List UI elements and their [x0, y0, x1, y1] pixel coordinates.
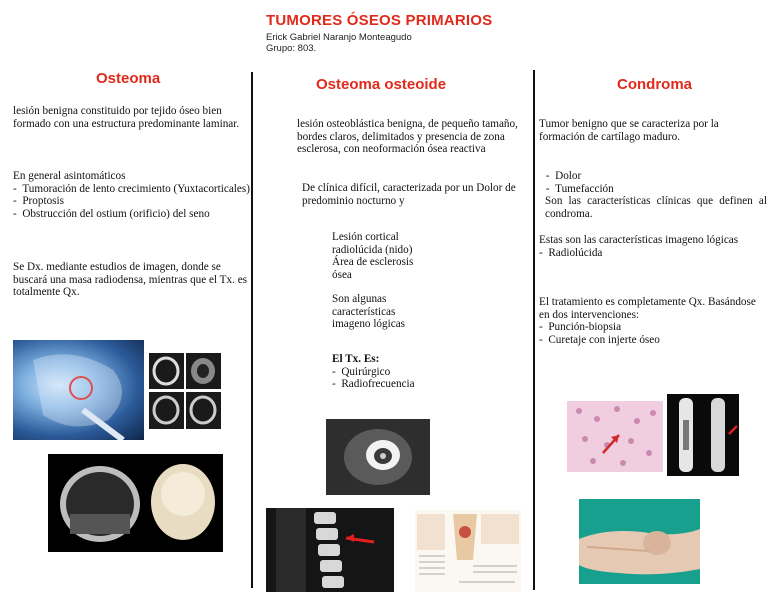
page-title: TUMORES ÓSEOS PRIMARIOS	[266, 12, 493, 29]
lesion-line: ósea	[332, 268, 352, 281]
lesion-line: Área de esclerosis	[332, 256, 414, 268]
list-item-text: Punción-biopsia	[548, 321, 622, 333]
list-item: - Proptosis	[13, 195, 64, 207]
osteoma-osteoide-treatment	[332, 353, 512, 391]
list-item-text: Radiofrecuencia	[341, 378, 415, 390]
column-divider-left	[251, 72, 253, 588]
condroma-treatment	[539, 296, 765, 346]
group-label: Grupo: 803.	[266, 43, 317, 54]
skull-ct-3d-image	[48, 454, 223, 552]
imaging-line: características	[332, 305, 396, 318]
list-item: - Curetaje con injerte óseo	[539, 333, 660, 346]
lesion-line: Lesión cortical	[332, 231, 399, 243]
list-item: - Tumefacción	[543, 182, 614, 195]
list-item: - Radiofrecuencia	[332, 378, 415, 390]
list-item: - Radiolúcida	[539, 246, 603, 259]
osteoma-osteoide-lesion	[332, 231, 512, 281]
osteoma-diagnosis: Se Dx. mediante estudios de imagen, donde se buscará una masa radiodensa, mientras que el Tx. es totalmente Qx.	[13, 261, 248, 298]
list-item-text: Proptosis	[22, 195, 64, 207]
list-item-text: Dolor	[555, 170, 582, 182]
list-item-text: Radiolúcida	[548, 246, 603, 259]
ct-scan-grid-image	[149, 353, 221, 429]
list-item-text: Quirúrgico	[341, 365, 391, 378]
imaging-line: Son algunas	[332, 293, 387, 305]
osteoma-heading: Osteoma	[96, 70, 161, 87]
osteoma-osteoide-imaging	[332, 293, 512, 331]
osteoma-osteoide-clinic: De clínica difícil, caracterizada por un Dolor de predominio nocturno y	[302, 182, 516, 207]
lesion-line: radiolúcida (nido)	[332, 243, 413, 256]
osteoma-osteoide-heading: Osteoma osteoide	[316, 76, 447, 93]
osteoma-osteoide-definition: lesión osteoblástica benigna, de pequeño tamaño, bordes claros, delimitados y presencia de zona esclerosa, con neoformación ósea reactiva	[297, 118, 518, 155]
condroma-heading: Condroma	[617, 76, 692, 93]
list-item-text: Tumoración de lento crecimiento (Yuxtacorticales)	[22, 182, 250, 195]
treatment-label: El Tx. Es:	[332, 353, 380, 365]
condroma-definition: Tumor benigno que se caracteriza por la formación de cartílago maduro.	[539, 118, 719, 143]
finger-xray-image	[667, 394, 739, 476]
symptoms-note: Son las características clínicas que definen al condroma.	[545, 195, 767, 220]
hand-photo-image	[579, 499, 700, 584]
list-item: - Punción-biopsia	[539, 321, 622, 333]
column-divider-right	[533, 70, 535, 590]
osteoma-symptoms	[13, 170, 251, 220]
condroma-imaging	[539, 234, 765, 259]
condroma-symptoms	[539, 170, 767, 220]
list-item-text: Tumefacción	[555, 182, 614, 195]
list-item-text: Obstrucción del ostium (orificio) del seno	[22, 207, 210, 220]
author-name: Erick Gabriel Naranjo Monteagudo	[266, 32, 412, 43]
skull-xray-image	[13, 340, 144, 440]
spine-ct-image	[266, 508, 394, 592]
imaging-line: imageno lógicas	[332, 318, 406, 330]
treatment-intro: El tratamiento es completamente Qx. Basándose en dos intervenciones:	[539, 296, 756, 321]
list-item: - Obstrucción del ostium (orificio) del seno	[13, 207, 210, 220]
imaging-intro: Estas son las características imageno lógicas	[539, 234, 739, 246]
list-item: - Dolor	[543, 170, 582, 182]
osteoma-definition: lesión benigna constituido por tejido óseo bien formado con una estructura predominante laminar.	[13, 105, 240, 130]
list-item-text: Curetaje con injerte óseo	[548, 333, 660, 346]
bone-ct-image	[326, 419, 430, 495]
osteoma-symptoms-intro: En general asintomáticos	[13, 170, 126, 182]
list-item: - Quirúrgico	[332, 365, 391, 378]
list-item: - Tumoración de lento crecimiento (Yuxtacorticales)	[13, 182, 250, 195]
osteoid-diagram-image	[415, 510, 521, 592]
histology-image	[567, 401, 663, 472]
